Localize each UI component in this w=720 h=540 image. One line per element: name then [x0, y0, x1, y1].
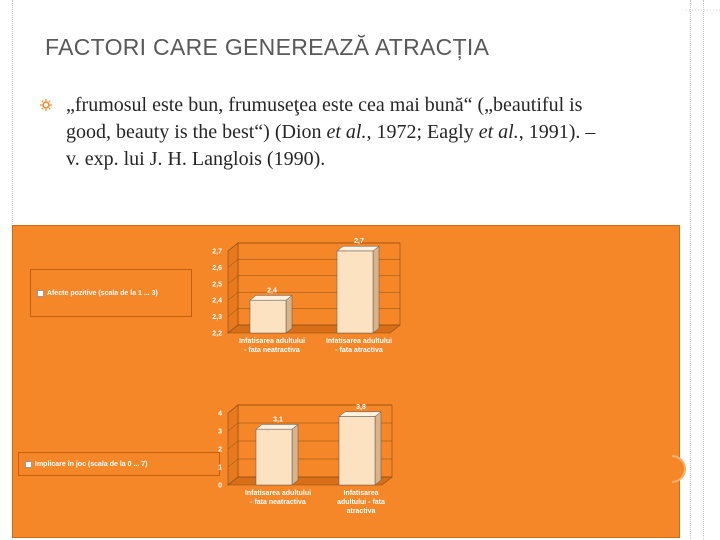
chart-2-bar-top: [339, 412, 381, 417]
chart-2-bar: [256, 429, 292, 485]
chart-1-x-tick-label: - fata neatractiva: [244, 347, 300, 354]
chart-1-bar: [337, 251, 373, 333]
chart-1-x-tick-label: Infatisarea adultului: [238, 338, 306, 345]
chart-1-data-label: 2,7: [354, 238, 364, 246]
chart-2-x-tick-label: Infatisarea adultului: [244, 490, 312, 497]
chart-1-x-tick-label: Infatisarea adultului: [325, 338, 393, 345]
chart-2-y-tick-label: 4: [218, 410, 222, 418]
chart-1-bar-side: [286, 295, 292, 333]
chart-2-y-tick-label: 3: [218, 428, 222, 436]
chart-1-bar-top: [337, 246, 379, 251]
bullet-text-part2: , 1972; Eagly: [366, 121, 479, 143]
chart-1-bar: [250, 300, 286, 333]
chart-1-y-tick-label: 2,3: [212, 314, 222, 322]
bullet-text-part1: „frumosul este bun, frumuseţea este cea mai bună“ („beautiful is good, beauty is the best“) (Dion: [66, 94, 583, 143]
bullet-etal-2: et al.: [478, 121, 519, 143]
bullet-text-part3: , 1991). – v. exp. lui J. H. Langlois (1990).: [66, 121, 596, 170]
chart-1-bar-top: [250, 295, 292, 300]
chart-1-data-label: 2,4: [267, 287, 277, 295]
chart-2-y-tick-label: 2: [218, 446, 222, 454]
chart-2-data-label: 3,8: [356, 403, 366, 411]
chart-1-y-tick-label: 2,5: [212, 281, 222, 289]
chart-2-x-tick-label: atractiva: [346, 508, 376, 515]
chart-1-y-tick-label: 2,7: [212, 248, 222, 256]
chart-1-bar-side: [373, 246, 379, 333]
chart-1-x-tick-label: - fata atractiva: [335, 347, 383, 354]
chart-2-x-tick-label: Infatisarea: [343, 490, 379, 497]
bullet-etal-1: et al.: [326, 121, 367, 143]
chart-2-bar-side: [292, 424, 298, 485]
chart-1-y-tick-label: 2,4: [212, 297, 222, 305]
chart-2-bar-top: [256, 424, 298, 429]
chart-2-bar: [339, 417, 375, 485]
chart-1-y-tick-label: 2,6: [212, 264, 222, 272]
legend-label-1: Afecte pozitive (scala de la 1 ... 3): [47, 289, 158, 297]
chart-1-side-wall: [228, 243, 238, 333]
chart-2-y-tick-label: 0: [218, 482, 222, 490]
chart-2-bar-side: [375, 412, 381, 485]
chart-2-x-tick-label: - fata neatractiva: [250, 499, 306, 506]
slide-title: FACTORI CARE GENEREAZĂ ATRACȚIA: [45, 34, 490, 60]
legend-label-2: Implicare în joc (scala de la 0 ... 7): [35, 460, 148, 468]
chart-2-data-label: 3,1: [273, 416, 283, 424]
chart-1-y-tick-label: 2,2: [212, 330, 222, 338]
chart-2-x-tick-label: adultului - fata: [337, 499, 385, 506]
chart-2-y-tick-label: 1: [218, 464, 222, 472]
